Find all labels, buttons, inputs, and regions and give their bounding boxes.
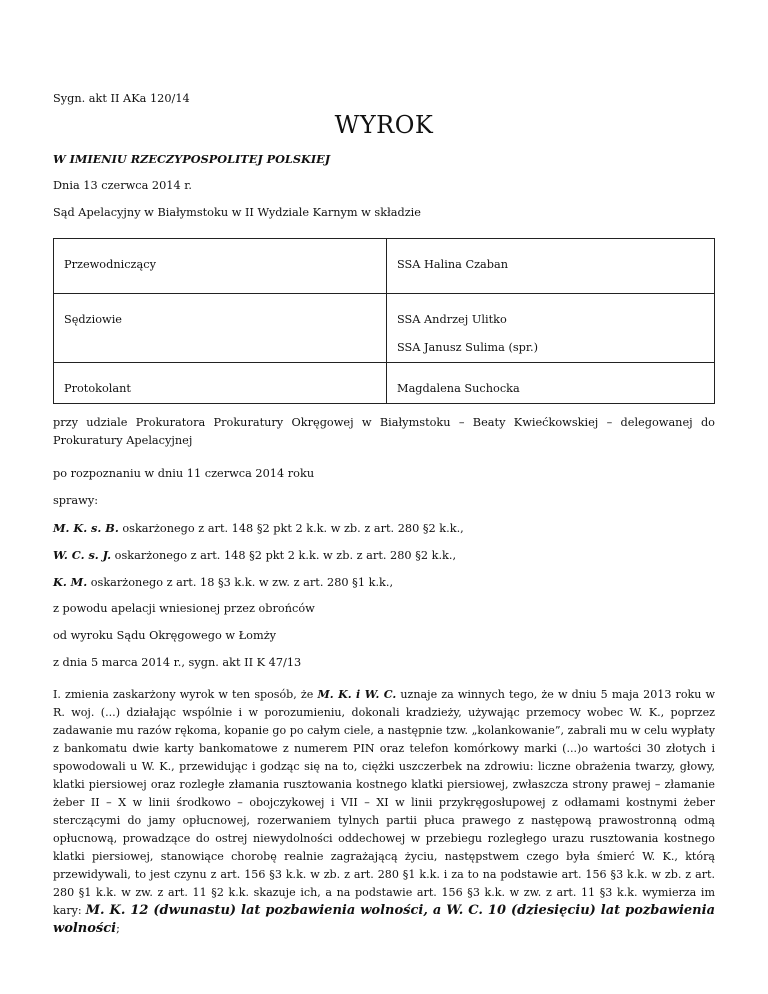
bench-table <box>53 238 715 404</box>
verdict-point-1 <box>53 686 715 938</box>
presiding-name: SSA Halina Czaban <box>397 258 509 271</box>
bench-row-judges <box>54 294 715 363</box>
verdict-text: uznaje za winnych tego, że w dniu 5 maja 2013 roku w R. woj. (...) działając wspólnie i w porozumieniu, dokonali kradzieży, używając przemocy wobec W. K., poprzez zadawanie mu razów rękoma, kopanie go po całym ciele, a następnie tzw. „kolankowanie”, zabrali mu w celu wypłaty z bankomatu dwie karty bankomatowe z numerem PIN oraz telefon komórkowy marki (...)o wartości 30 złotych i spowodowali u W. K., przewidując i godząc się na to, ciężki uszczerbek na zdrowiu: liczne obrażenia twarzy, głowy, klatki piersiowej oraz rozległe złamania rusztowania kostnego klatki piersiowej, zwłaszcza strony prawej – złamanie żeber II – X w linii środkowo – obojczykowej i VII – XI w linii przykręgosłupowej z odłamami kostnymi żeber sterczącymi do jamy opłucnowej, rozerwaniem tylnych partii płuca prawego z następową prawostronną odmą opłucnową, prowadzące do ostrej niewydolności oddechowej w przebiegu rozległego urazu rusztowania kostnego klatki piersiowej, stanowiące chorobę realnie zagrażającą życiu, następstwem czego była śmierć W. K., którą przewidywali, to jest czynu z art. 156 §3 k.k. w zb. z art. 280 §1 k.k. i za to na podstawie art. 156 §3 k.k. w zb. z art. 280 §1 k.k. w zw. z art. 11 §2 k.k. skazuje ich, a na podstawie art. 156 §3 k.k. w zw. z art. 11 §3 k.k. wymierza im kary: <box>53 688 715 917</box>
appealed-judgment-date: z dnia 5 marca 2014 r., sygn. akt II K 47/13 <box>53 656 302 669</box>
verdict-end: ; <box>116 922 120 935</box>
defendant-1 <box>53 521 464 535</box>
presiding-label: Przewodniczący <box>64 258 156 271</box>
appeal-line: z powodu apelacji wniesionej przez obrońców <box>53 602 315 615</box>
defendant-2 <box>53 548 456 562</box>
case-label: sprawy: <box>53 494 99 507</box>
defendant-1-charge: oskarżonego z art. 148 §2 pkt 2 k.k. w zb. z art. 280 §2 k.k., <box>118 522 464 535</box>
clerk-name: Magdalena Suchocka <box>397 382 520 395</box>
bench-row-clerk <box>54 363 715 404</box>
defendant-2-charge: oskarżonego z art. 148 §2 pkt 2 k.k. w zb. z art. 280 §2 k.k., <box>111 549 457 562</box>
defendant-2-name: W. C. s. J. <box>53 548 112 562</box>
judgment-date: Dnia 13 czerwca 2014 r. <box>53 179 193 192</box>
in-the-name-heading: W IMIENIU RZECZYPOSPOLITEJ POLSKIEJ <box>53 152 331 166</box>
bench-row-presiding <box>54 239 715 294</box>
appealed-judgment: od wyroku Sądu Okręgowego w Łomży <box>53 629 277 642</box>
hearing-date: po rozpoznaniu w dniu 11 czerwca 2014 roku <box>53 467 315 480</box>
defendant-3-charge: oskarżonego z art. 18 §3 k.k. w zw. z art. 280 §1 k.k., <box>87 576 394 589</box>
prosecutor-paragraph: przy udziale Prokuratora Prokuratury Okręgowej w Białymstoku – Beaty Kwiećkowskiej – delegowanej do Prokuratury Apelacyjnej <box>53 416 715 447</box>
document-title: WYROK <box>334 111 434 139</box>
judge-2-name: SSA Janusz Sulima (spr.) <box>397 341 539 354</box>
verdict-intro: I. zmienia zaskarżony wyrok w ten sposób, że <box>53 688 318 701</box>
judges-label: Sędziowie <box>64 313 122 326</box>
defendant-1-name: M. K. s. B. <box>53 521 119 535</box>
defendant-3 <box>53 575 393 589</box>
clerk-label: Protokolant <box>64 382 131 395</box>
verdict-sentence: M. K. 12 (dwunastu) lat pozbawienia wolności, a W. C. 10 (dziesięciu) lat pozbawienia wolności <box>53 903 715 936</box>
case-reference: Sygn. akt II AKa 120/14 <box>53 92 190 105</box>
defendant-3-name: K. M. <box>53 575 88 589</box>
judge-1-name: SSA Andrzej Ulitko <box>397 313 507 326</box>
court-composition: Sąd Apelacyjny w Białymstoku w II Wydziale Karnym w składzie <box>53 206 421 219</box>
verdict-names: M. K. i W. C. <box>317 688 397 701</box>
